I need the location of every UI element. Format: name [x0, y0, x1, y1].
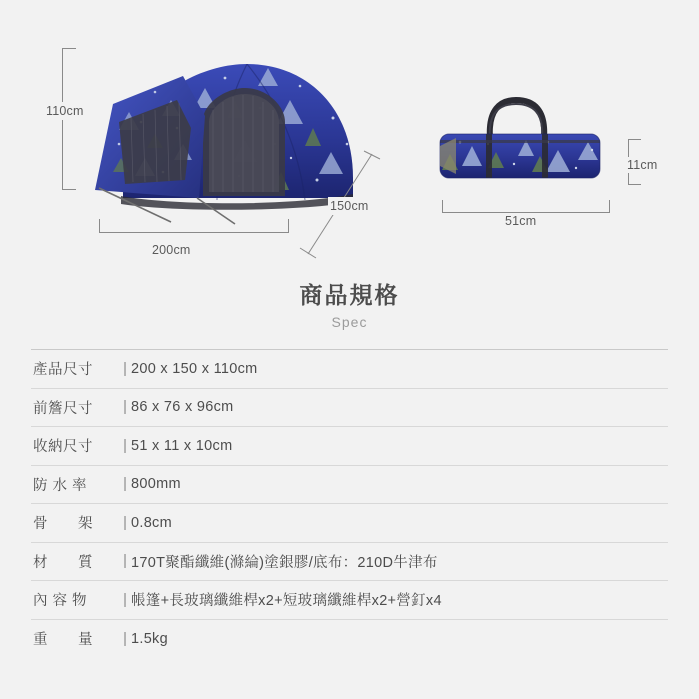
tent-height-guide-top: [62, 48, 76, 49]
spec-separator: |: [123, 591, 127, 608]
spec-label: 防 水 率: [33, 477, 88, 494]
table-row: [31, 581, 668, 620]
table-row: [31, 620, 668, 659]
product-illustration-area: [0, 0, 699, 278]
spec-value: 170T聚酯纖維(滌綸)塗銀膠/底布：210D牛津布: [131, 554, 438, 571]
spec-separator: |: [123, 360, 127, 377]
spec-value: 86 x 76 x 96cm: [131, 399, 234, 416]
table-row: [31, 466, 668, 505]
spec-separator: |: [123, 553, 127, 570]
spec-value: 帳篷+長玻璃纖維桿x2+短玻璃纖維桿x2+營釘x4: [131, 593, 442, 610]
spec-separator: |: [123, 630, 127, 647]
spec-label: 收納尺寸: [33, 439, 93, 456]
table-row: [31, 543, 668, 582]
page-subtitle: Spec: [331, 314, 368, 330]
bag-length-guide-left: [442, 200, 443, 213]
spec-separator: |: [123, 476, 127, 493]
spec-label: 重 量: [33, 632, 93, 649]
table-row: [31, 427, 668, 466]
page-title: 商品規格: [299, 282, 400, 308]
spec-table: [31, 349, 668, 658]
spec-value: 800mm: [131, 476, 181, 493]
bag-length-guide: [442, 212, 610, 213]
tent-height-label: 110cm: [46, 104, 84, 118]
tent-width-guide-right: [288, 219, 289, 233]
spec-label: 前簷尺寸: [33, 400, 93, 417]
spec-value: 0.8cm: [131, 514, 172, 531]
tent-width-guide-left: [99, 219, 100, 233]
table-row: [31, 350, 668, 389]
table-row: [31, 504, 668, 543]
spec-label: 骨 架: [33, 516, 93, 533]
spec-label: 材 質: [33, 554, 93, 571]
bag-height-guide-top: [628, 139, 641, 140]
spec-separator: |: [123, 399, 127, 416]
spec-separator: |: [123, 437, 127, 454]
tent-depth-label: 150cm: [330, 199, 369, 213]
spec-value: 200 x 150 x 110cm: [131, 360, 258, 377]
bag-length-label: 51cm: [505, 214, 537, 228]
tent-width-label: 200cm: [152, 243, 191, 257]
spec-label: 內 容 物: [33, 593, 88, 610]
spec-label: 產品尺寸: [33, 362, 93, 379]
tent-width-guide: [99, 232, 289, 233]
bag-length-guide-right: [609, 200, 610, 213]
spec-separator: |: [123, 514, 127, 531]
spec-value: 1.5kg: [131, 630, 168, 647]
spec-value: 51 x 11 x 10cm: [131, 437, 233, 454]
bag-height-label: 11cm: [627, 158, 658, 172]
bag-illustration: [430, 88, 610, 198]
tent-height-guide-bottom: [62, 189, 76, 190]
spec-title-block: [0, 280, 699, 333]
table-row: [31, 389, 668, 428]
bag-height-guide-bottom: [628, 184, 641, 185]
